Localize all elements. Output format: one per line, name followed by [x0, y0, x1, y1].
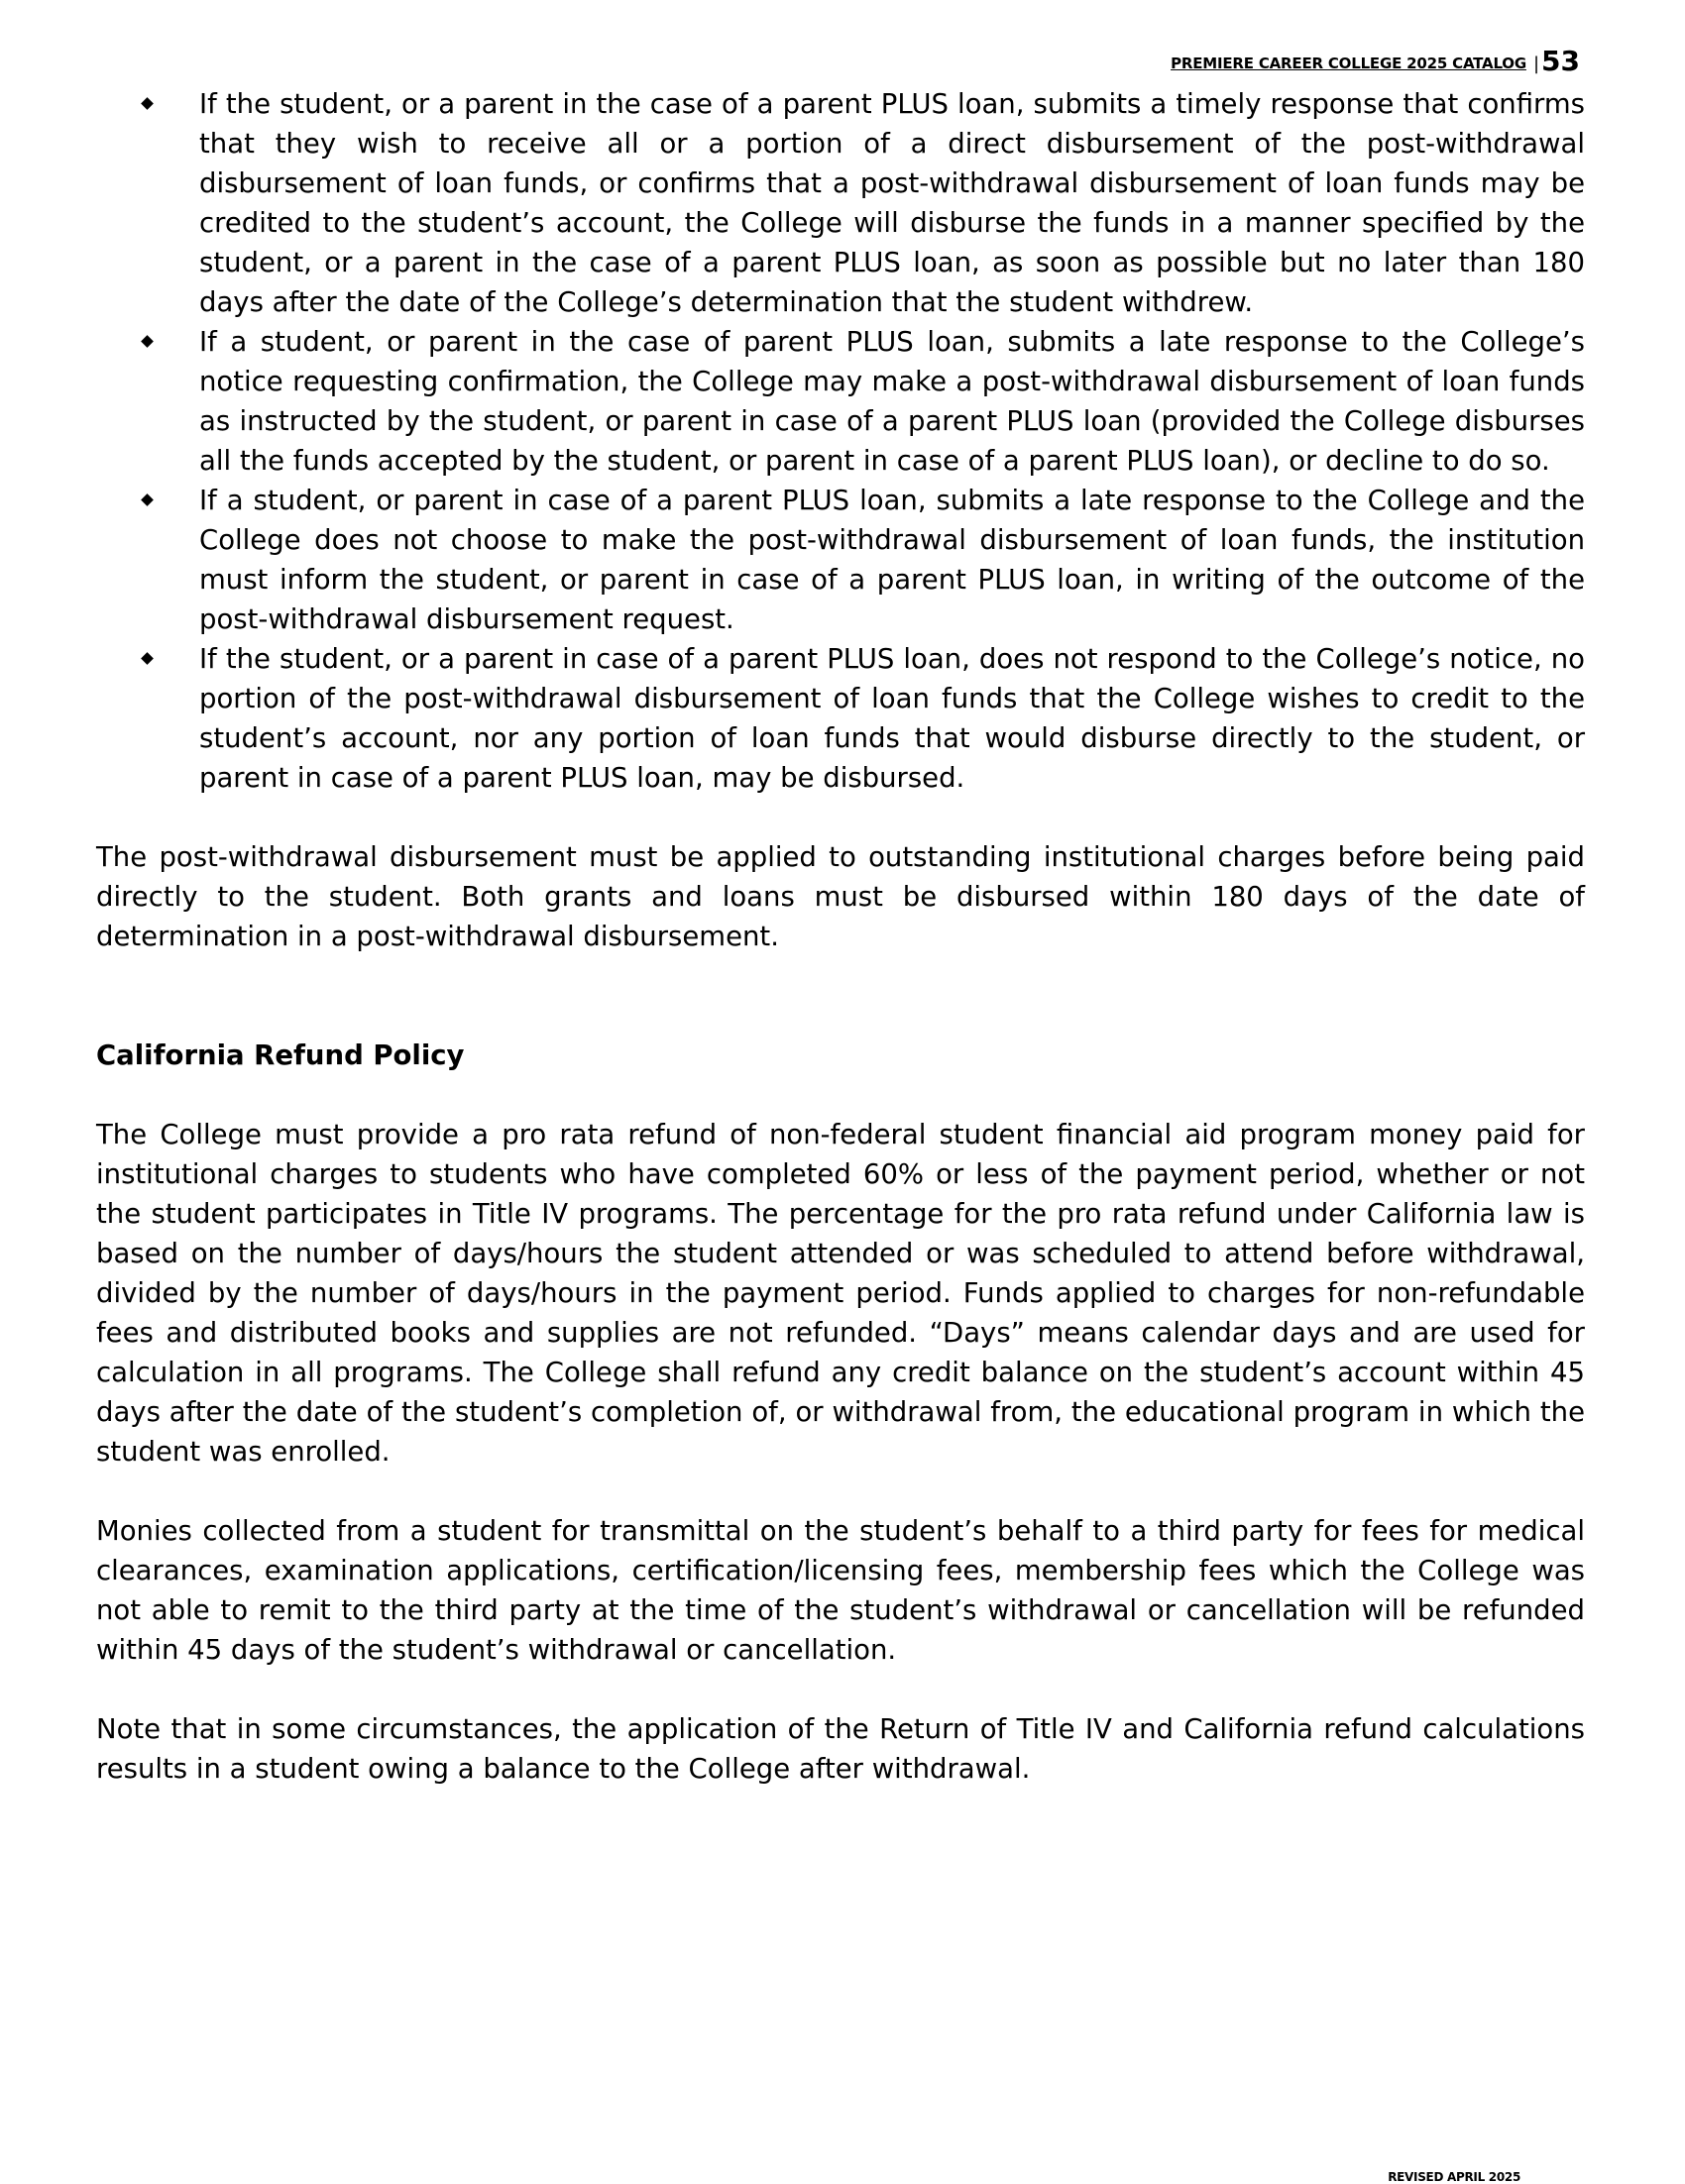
pro-rata-refund-paragraph: The College must provide a pro rata refund of non-federal student financial aid program money paid for institutional charges to students who have completed 60% or less of the payment period, whether or not the student participates in Title IV programs. The percentage for the pro rata refund under California law is based on the number of days/hours the student attended or was scheduled to attend before withdrawal, divided by the number of days/hours in the payment period. Funds applied to charges for non-refundable fees and distributed books and supplies are not refunded. “Days” means calendar days and are used for calculation in all programs. The College shall refund any credit balance on the student’s account within 45 days after the date of the student’s completion of, or withdrawal from, the educational program in which the student was enrolled.	[96, 1119, 1585, 1468]
list-item-text: If the student, or a parent in case of a parent PLUS loan, does not respond to the College’s notice, no portion of the post-withdrawal disbursement of loan funds that the College wishes to credit to the student’s account, nor any portion of loan funds that would disburse directly to the student, or parent in case of a parent PLUS loan, may be disbursed.	[199, 643, 1585, 794]
bullet-list	[96, 84, 1585, 798]
list-item	[199, 84, 1585, 322]
page-header	[1171, 45, 1580, 77]
section-heading: California Refund Policy	[96, 1039, 465, 1071]
diamond-bullet-icon	[141, 97, 154, 110]
list-item-text: If the student, or a parent in the case of a parent PLUS loan, submits a timely response that confirms that they wish to receive all or a portion of a direct disbursement of the post-withdrawal disbursement of loan funds, or confirms that a post-withdrawal disbursement of loan funds may be credited to the student’s account, the College will disburse the funds in a manner specified by the student, or a parent in the case of a parent PLUS loan, as soon as possible but no later than 180 days after the date of the College’s determination that the student withdrew.	[199, 88, 1585, 318]
diamond-bullet-icon	[141, 652, 154, 665]
list-item	[199, 322, 1585, 481]
list-item-text: If a student, or parent in case of a parent PLUS loan, submits a late response to the College and the College does not choose to make the post-withdrawal disbursement of loan funds, the institution must inform the student, or parent in case of a parent PLUS loan, in writing of the outcome of the post-withdrawal disbursement request.	[199, 485, 1585, 635]
page-body	[96, 84, 1585, 1789]
balance-note-paragraph: Note that in some circumstances, the application of the Return of Title IV and California refund calculations results in a student owing a balance to the College after withdrawal.	[96, 1713, 1585, 1785]
page-number: 53	[1541, 45, 1580, 77]
third-party-fees-paragraph: Monies collected from a student for transmittal on the student’s behalf to a third party for fees for medical clearances, examination applications, certification/licensing fees, membership fees which the College was not able to remit to the third party at the time of the student’s withdrawal or cancellation will be refunded within 45 days of the student’s withdrawal or cancellation.	[96, 1515, 1585, 1666]
diamond-bullet-icon	[141, 335, 154, 348]
catalog-title: PREMIERE CAREER COLLEGE 2025 CATALOG	[1171, 55, 1526, 72]
list-item	[199, 481, 1585, 639]
diamond-bullet-icon	[141, 493, 154, 506]
list-item-text: If a student, or parent in the case of parent PLUS loan, submits a late response to the College’s notice requesting confirmation, the College may make a post-withdrawal disbursement of loan funds as instructed by the student, or parent in case of a parent PLUS loan (provided the College disburses all the funds accepted by the student, or parent in case of a parent PLUS loan), or decline to do so.	[199, 326, 1585, 477]
list-item	[199, 639, 1585, 798]
post-withdrawal-paragraph: The post-withdrawal disbursement must be applied to outstanding institutional charges before being paid directly to the student. Both grants and loans must be disbursed within 180 days of the date of determination in a post-withdrawal disbursement.	[96, 841, 1585, 952]
revised-date: REVISED APRIL 2025	[1388, 2170, 1520, 2184]
header-separator: |	[1532, 54, 1540, 74]
